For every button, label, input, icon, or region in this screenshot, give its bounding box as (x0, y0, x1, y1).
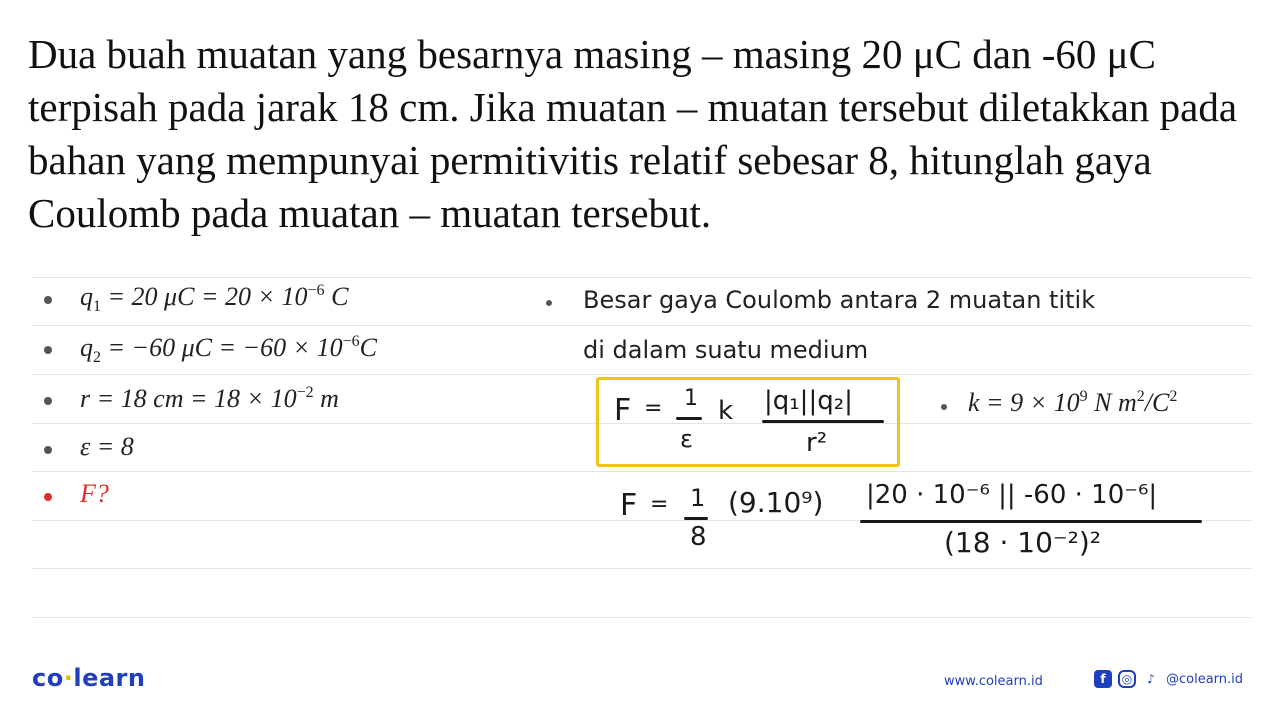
work-F: F (620, 488, 638, 523)
social-links (1094, 670, 1243, 688)
fraction-bar (676, 417, 702, 420)
bullet-icon (44, 446, 52, 454)
rule-line (32, 471, 1252, 472)
instagram-icon[interactable]: ◎ (1118, 670, 1136, 688)
formula-denominator: r² (806, 428, 828, 458)
fraction-bar (684, 517, 708, 520)
website-link[interactable]: www.colearn.id (944, 674, 1043, 689)
work-numerator: |20 · 10⁻⁶ || -60 · 10⁻⁶| (866, 480, 1158, 510)
work-equals: = (650, 492, 669, 517)
work-eight: 8 (690, 522, 707, 552)
formula-numerator: |q₁||q₂| (764, 386, 853, 416)
colearn-logo: co·learn (32, 664, 146, 692)
work-k-value: (9.10⁹) (728, 486, 824, 519)
k-constant: $k = 9 \times 10^9$ N $m^2/C^2$ (968, 388, 1178, 417)
bullet-icon (44, 493, 52, 501)
note-line-1: Besar gaya Coulomb antara 2 muatan titik (583, 286, 1096, 314)
formula-one: 1 (684, 386, 698, 411)
given-q2: $q_2 = -60$ $\mu C = -60 \times 10^{-6}C$ (80, 333, 377, 366)
work-one: 1 (690, 484, 706, 512)
bullet-icon (44, 346, 52, 354)
given-q1: $q_1 = 20$ $\mu C = 20 \times 10^{-6}$ C (80, 282, 349, 315)
note-line-2: di dalam suatu medium (583, 336, 869, 364)
fraction-bar (762, 420, 884, 423)
rule-line (32, 568, 1252, 569)
formula-equals: = (644, 396, 663, 421)
bullet-icon (941, 404, 947, 410)
given-force-unknown: F? (80, 479, 109, 508)
tiktok-icon[interactable]: ♪ (1147, 672, 1155, 686)
given-epsilon: ε = 8 (80, 432, 134, 461)
work-denominator: (18 · 10⁻²)² (944, 526, 1102, 559)
rule-line (32, 374, 1252, 375)
formula-F: F (614, 393, 632, 428)
social-handle: @colearn.id (1166, 671, 1244, 687)
facebook-icon[interactable]: f (1094, 670, 1112, 688)
rule-line (32, 325, 1252, 326)
bullet-icon (44, 397, 52, 405)
rule-line (32, 617, 1252, 618)
formula-k: k (718, 396, 734, 426)
rule-line (32, 277, 1252, 278)
bullet-icon (44, 296, 52, 304)
fraction-bar (860, 520, 1202, 523)
bullet-icon (546, 300, 552, 306)
formula-epsilon: ε (680, 425, 693, 453)
given-r: r = 18 cm = $18 \times 10^{-2}$ m (80, 384, 339, 413)
question-text: Dua buah muatan yang besarnya masing – masing 20 μC dan -60 μC terpisah pada jarak 18 cm. Jika muatan – muatan tersebut diletakkan pada bahan yang mempunyai permitivitis relatif sebesar 8, hitunglah gaya Coulomb pada muatan – muatan tersebut. (28, 31, 1238, 236)
